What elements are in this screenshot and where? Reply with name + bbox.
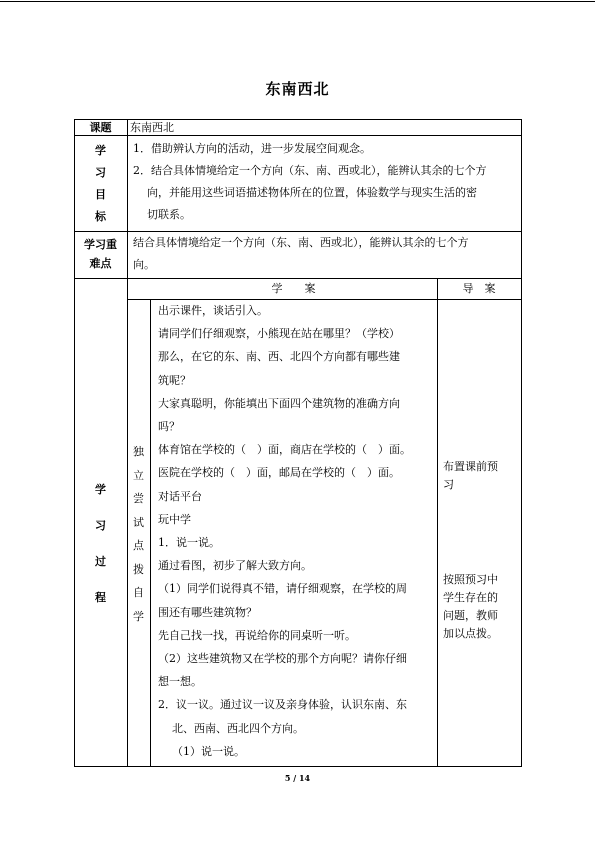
guide-note: 布置课前预 习 — [443, 460, 498, 491]
page-number: 5 / 14 — [284, 773, 311, 783]
key-points-label: 学习重 难点 — [84, 238, 117, 270]
goal-item: 2．结合具体情境给定一个方向（东、南、西或北），能辨认其余的七个方 — [133, 164, 487, 177]
guide-header: 导 案 — [462, 282, 496, 295]
topic-label: 课题 — [89, 121, 112, 134]
process-label: 学 习 过 程 — [95, 483, 106, 604]
topic-value: 东南西北 — [130, 121, 174, 134]
goals-label: 学 习 目 标 — [95, 144, 106, 223]
page-title: 东南西北 — [265, 80, 330, 98]
key-points-content: 结合具体情境给定一个方向（东、南、西或北），能辨认其余的七个方 向。 — [133, 236, 469, 271]
stage-label: 独 立 尝 试 点 拨 自 学 — [133, 445, 144, 623]
goals-content: 1．借助辨认方向的活动，进一步发展空间观念。 2．结合具体情境给定一个方向（东、南、西或北），能辨认其余的七个方 向，并能用这些词语描述物体所在的位置，体验数学与现实生活的密 切联系。 — [133, 138, 487, 226]
plan-header: 学 案 — [271, 282, 316, 295]
plan-content: 出示课件，谈话引入。 请同学们仔细观察，小熊现在站在哪里？（学校） 那么，在它的东、南、西、北四个方向都有哪些建 筑呢？ 大家真聪明，你能填出下面四个建筑物的准确方向 吗？ 体育馆在学校的（ ）面，商店在学校的（ ）面。 医院在学校的（ ）面，邮局在学校的（ ）面。 对话平台 玩中学 1．说一说。 通过看图，初步了解大致方向。 （1）同学们说得真不错，请仔细观察，在学校的周 围还有哪些建筑物？ 先自己找一找，再说给你的同桌听一听。 （2）这些建筑物又在学校的那个方向呢？请你仔细 想一想。 2．议一议。通过议一议及亲身体验，认识东南、东 北、西南、西北四个方向。 （1）说一说。 — [158, 304, 411, 758]
goal-item: 1．借助辨认方向的活动，进一步发展空间观念。 — [133, 142, 371, 155]
guide-note: 按照预习中 学生存在的 问题，教师 加以点拨。 — [443, 573, 498, 640]
